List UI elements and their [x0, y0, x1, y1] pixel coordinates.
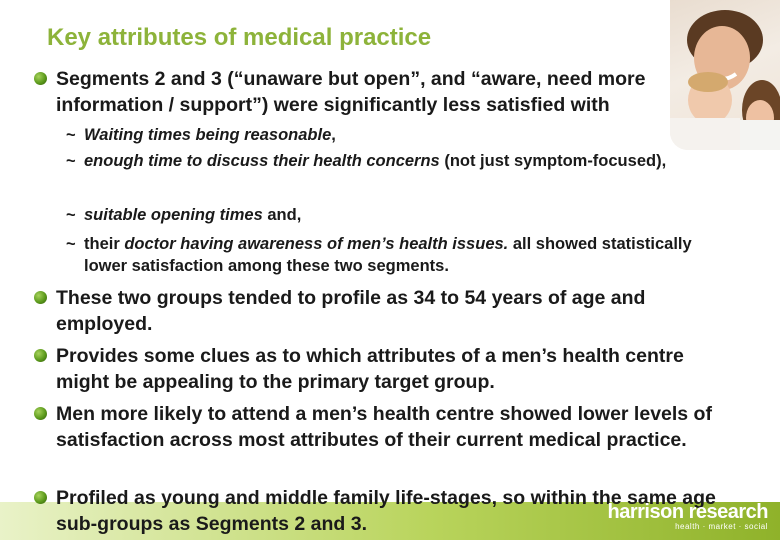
logo-name: harrison research — [607, 501, 768, 523]
sub-bullet-emphasis: suitable opening times — [84, 206, 263, 224]
sub-bullet-item — [66, 204, 724, 226]
logo-tagline: health · market · social — [675, 522, 768, 531]
sub-bullet-text: and, — [262, 206, 302, 224]
sub-bullet-text: , — [331, 126, 336, 144]
tilde-marker: ~ — [66, 235, 76, 253]
sub-bullet-emphasis: doctor having awareness of men’s health issues. — [124, 235, 509, 253]
bullet-icon — [34, 291, 47, 304]
sub-bullet-item — [66, 150, 724, 172]
tilde-marker: ~ — [66, 206, 76, 224]
tilde-marker: ~ — [66, 152, 76, 170]
bullet-icon — [34, 349, 47, 362]
bullet-text: These two groups tended to profile as 34 to 54 years of age and employed. — [56, 287, 646, 335]
sub-bullet-text: all showed statistically lower satisfaction among these two segments. — [84, 235, 692, 275]
bullet-item — [56, 67, 726, 118]
bullet-text: Provides some clues as to which attributes of a men’s health centre might be appealing to the primary target group. — [56, 345, 684, 393]
bullet-text: Men more likely to attend a men’s health centre showed lower levels of satisfaction across most attributes of their current medical practice. — [56, 403, 712, 451]
bullet-icon — [34, 491, 47, 504]
bullet-text: Profiled as young and middle family life-stages, so within the same age sub-groups as Segments 2 and 3. — [56, 487, 716, 535]
sub-bullet-prefix: their — [84, 235, 125, 253]
tilde-marker: ~ — [66, 126, 76, 144]
sub-bullet-text: (not just symptom-focused), — [439, 152, 667, 170]
sub-bullet-emphasis: Waiting times being reasonable — [84, 126, 332, 144]
harrison-research-logo — [608, 502, 768, 531]
bullet-item — [56, 344, 726, 395]
bullet-icon — [34, 72, 47, 85]
bullet-item — [56, 402, 726, 453]
sub-bullet-item — [66, 233, 724, 277]
bullet-text: Segments 2 and 3 (“unaware but open”, and “aware, need more information / support”) were significantly less satisfied with — [56, 68, 646, 116]
bullet-item — [56, 286, 726, 337]
bullet-icon — [34, 407, 47, 420]
sub-bullet-emphasis: enough time to discuss their health concerns — [84, 152, 440, 170]
sub-bullet-item — [66, 124, 724, 146]
slide-title: Key attributes of medical practice — [47, 24, 432, 51]
